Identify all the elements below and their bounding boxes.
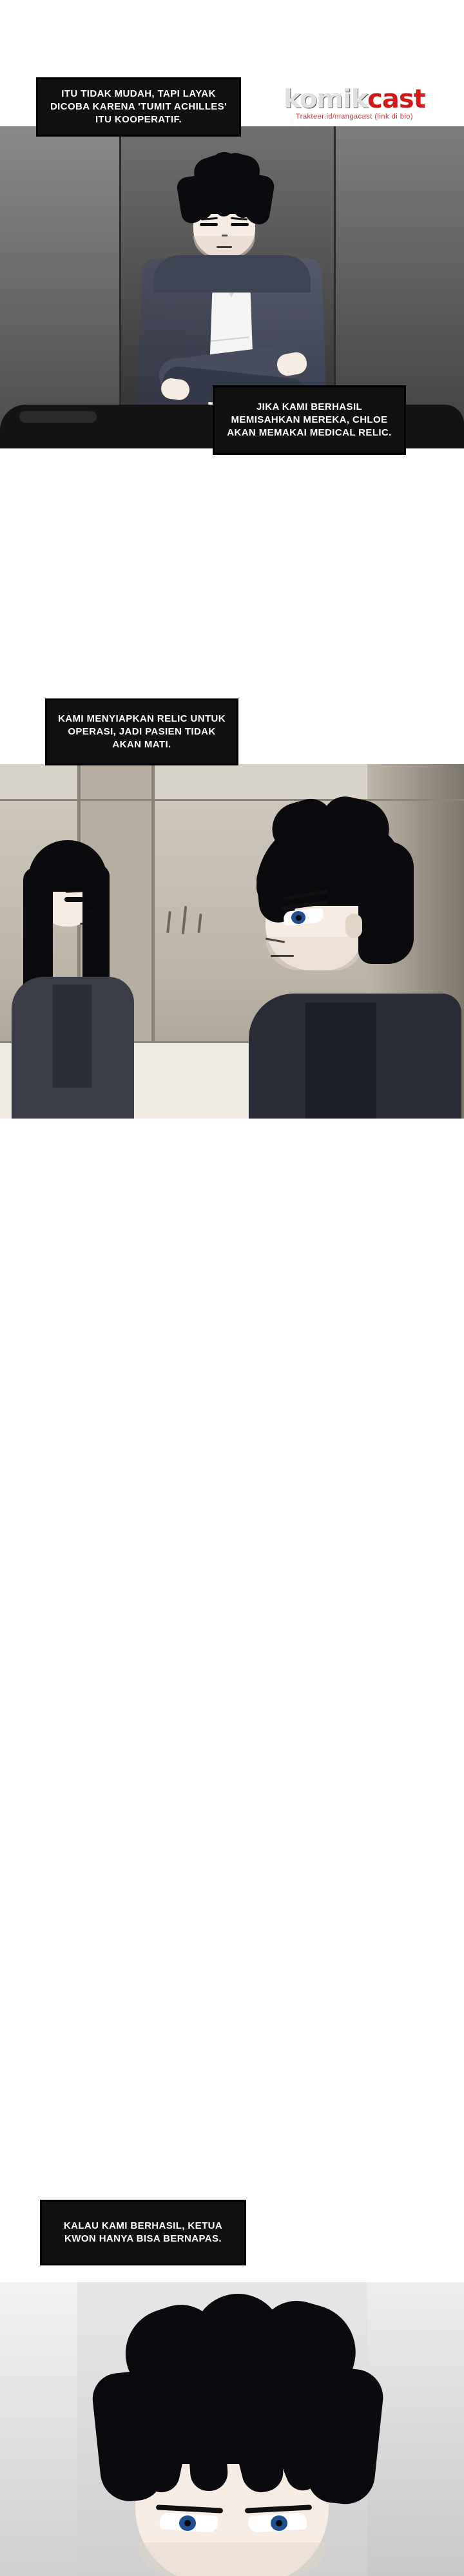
emotion-mark-2 bbox=[182, 906, 188, 934]
figure-eye-left bbox=[200, 223, 218, 226]
figure-nose bbox=[222, 235, 227, 236]
watermark-subtitle: Trakteer.id/mangacast (link di bio) bbox=[295, 113, 414, 120]
man-eye-pupil bbox=[296, 915, 302, 921]
foreground-table-highlight bbox=[19, 411, 97, 423]
closeup-cheek-shadow bbox=[138, 2542, 326, 2576]
caption-relic-operasi: KAMI MENYIAPKAN RELIC UNTUK OPERASI, JADI PASIEN TIDAK AKAN MATI. bbox=[45, 698, 238, 765]
background-right-gradient bbox=[367, 2282, 464, 2576]
emotion-mark-3 bbox=[197, 914, 202, 933]
figure-jacket-shoulders bbox=[153, 255, 311, 293]
watermark bbox=[264, 86, 445, 120]
panel-two-characters bbox=[0, 764, 464, 1119]
man-ear bbox=[345, 914, 362, 938]
man-mouth bbox=[271, 955, 294, 957]
watermark-brand-part1: komik bbox=[284, 84, 368, 114]
woman-nose bbox=[86, 911, 93, 913]
background-wall-left bbox=[0, 126, 119, 448]
emotion-mark-1 bbox=[166, 911, 171, 933]
closeup-hair-fringe-center bbox=[188, 2430, 229, 2492]
caption-tumit-achilles: ITU TIDAK MUDAH, TAPI LAYAK DICOBA KARENA 'TUMIT ACHILLES' ITU KOOPERATIF. bbox=[36, 77, 241, 137]
man-torso-shadow bbox=[305, 1003, 376, 1119]
watermark-brand bbox=[264, 86, 445, 112]
wall-seam-left bbox=[119, 126, 121, 448]
woman-eye bbox=[64, 897, 84, 902]
figure-hair-spike-3 bbox=[210, 152, 238, 177]
closeup-eye-left-pupil bbox=[184, 2520, 191, 2526]
wall-trim-line bbox=[0, 799, 464, 801]
man-hair-back bbox=[358, 841, 414, 964]
woman-mouth bbox=[80, 923, 90, 925]
caption-medical-relic: JIKA KAMI BERHASIL MEMISAHKAN MEREKA, CHLOE AKAN MEMAKAI MEDICAL RELIC. bbox=[213, 385, 406, 455]
background-left-gradient bbox=[0, 2282, 77, 2576]
watermark-brand-part2: cast bbox=[367, 84, 425, 114]
caption-ketua-kwon: KALAU KAMI BERHASIL, KETUA KWON HANYA BISA BERNAPAS. bbox=[40, 2200, 246, 2265]
woman-coat-shadow bbox=[53, 985, 92, 1088]
figure-eye-right bbox=[231, 223, 249, 226]
figure-mouth bbox=[217, 246, 232, 248]
panel-closeup-face bbox=[0, 2282, 464, 2576]
closeup-eye-right-pupil bbox=[276, 2520, 282, 2526]
